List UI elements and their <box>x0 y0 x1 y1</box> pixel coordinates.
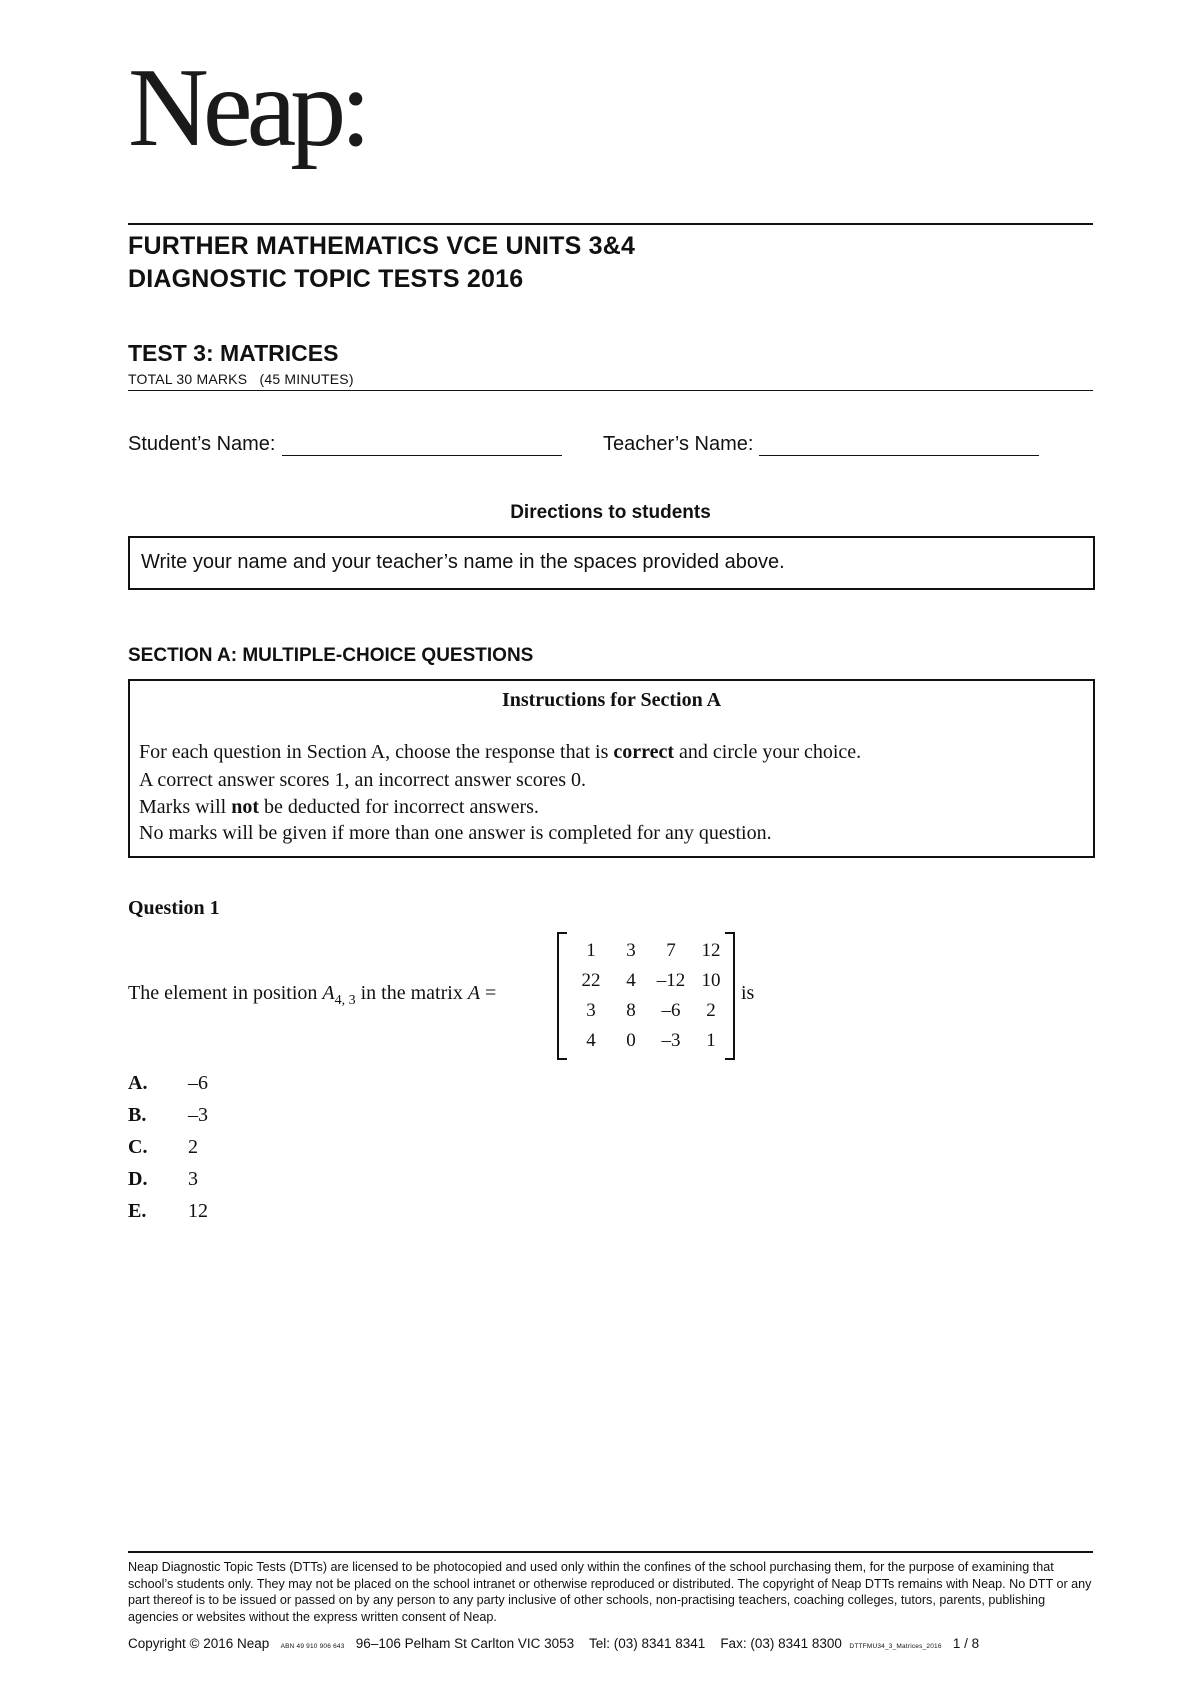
option-value[interactable]: 12 <box>188 1200 208 1222</box>
matrix-cell: 7 <box>666 940 676 961</box>
option-letter[interactable]: C. <box>128 1136 148 1158</box>
header-bottom-rule <box>128 390 1093 391</box>
instruction-line: A correct answer scores 1, an incorrect answer scores 0. <box>139 769 587 791</box>
matrix-cell: 4 <box>626 970 636 991</box>
matrix-cell: 3 <box>586 1000 596 1021</box>
doc-title-line2: DIAGNOSTIC TOPIC TESTS 2016 <box>128 265 524 293</box>
question-1-stem-suffix: is <box>741 982 755 1004</box>
abn-text: ABN 49 910 906 643 <box>280 1643 345 1650</box>
directions-title: Directions to students <box>510 502 711 523</box>
student-name-label: Student’s Name: <box>128 433 276 455</box>
student-name-field[interactable] <box>128 433 562 456</box>
tel-text: Tel: (03) 8341 8341 <box>588 1636 706 1651</box>
instructions-title: Instructions for Section A <box>501 689 722 711</box>
matrix-cell: –6 <box>661 1000 681 1021</box>
option-value[interactable]: 2 <box>188 1136 198 1158</box>
teacher-name-field[interactable] <box>603 433 1039 456</box>
doc-code-text: DTTFMU34_3_Matrices_2016 <box>849 1643 942 1650</box>
option-letter[interactable]: B. <box>128 1104 147 1126</box>
teacher-name-label: Teacher’s Name: <box>603 433 754 455</box>
instruction-line: No marks will be given if more than one answer is completed for any question. <box>139 822 772 844</box>
directions-box <box>128 536 1095 590</box>
matrix-cell: 0 <box>626 1030 636 1051</box>
student-name-line[interactable] <box>282 435 562 456</box>
matrix-cell: 2 <box>706 1000 716 1021</box>
matrix-cell: 4 <box>586 1030 596 1051</box>
matrix-cell: 8 <box>626 1000 636 1021</box>
instruction-line: For each question in Section A, choose the response that is correct and circle your choice. <box>139 741 862 763</box>
matrix-cell: 10 <box>701 970 721 991</box>
page-number: 1 / 8 <box>952 1636 980 1651</box>
teacher-name-line[interactable] <box>759 435 1039 456</box>
footer-legal-notice: Neap Diagnostic Topic Tests (DTTs) are licensed to be photocopied and used only within the confines of the school purchasing them, for the purpose of examining that school’s students only. They may not be placed on the school intranet or otherwise reproduced or distributed. The copyright of Neap DTTs remains with Neap. No DTT or any part thereof is to be issued or passed on by any person to any party inclusive of other schools, non-practising teachers, coaching colleges, tutors, parents, publishing agencies or websites without the express written consent of Neap. <box>128 1560 1092 1624</box>
option-letter[interactable]: D. <box>128 1168 148 1190</box>
neap-logo: Neap: <box>128 46 366 170</box>
option-value[interactable]: –6 <box>188 1072 208 1094</box>
matrix-cell: 12 <box>701 940 721 961</box>
option-value[interactable]: 3 <box>188 1168 198 1190</box>
question-1-title: Question 1 <box>128 897 220 919</box>
footer-rule <box>128 1551 1093 1553</box>
footer-copyright-line <box>128 1636 1093 1651</box>
test-title: TEST 3: MATRICES <box>128 340 339 366</box>
option-value[interactable]: –3 <box>188 1104 208 1126</box>
section-a-title: SECTION A: MULTIPLE-CHOICE QUESTIONS <box>128 645 534 666</box>
copyright-text: Copyright © 2016 Neap <box>128 1636 270 1651</box>
matrix-a <box>557 932 735 1058</box>
directions-text: Write your name and your teacher’s name in the spaces provided above. <box>141 551 785 573</box>
header-top-rule <box>128 223 1093 225</box>
option-letter[interactable]: E. <box>128 1200 147 1222</box>
matrix-cell: 1 <box>586 940 596 961</box>
matrix-cell: 3 <box>626 940 636 961</box>
matrix-cell: 22 <box>581 970 601 991</box>
test-subtitle: TOTAL 30 MARKS (45 MINUTES) <box>128 371 354 387</box>
instruction-line: Marks will not be deducted for incorrect answers. <box>139 796 539 818</box>
matrix-cell: –12 <box>656 970 686 991</box>
option-letter[interactable]: A. <box>128 1072 148 1094</box>
matrix-cell: –3 <box>661 1030 681 1051</box>
matrix-left-bracket <box>557 932 567 1060</box>
section-a-instructions-box <box>128 679 1095 858</box>
question-1-stem: The element in position $A_{4, 3}$ in the matrix A = <box>128 982 497 1008</box>
fax-text: Fax: (03) 8341 8300 <box>720 1636 842 1651</box>
matrix-cell: 1 <box>706 1030 716 1051</box>
doc-title-line1: FURTHER MATHEMATICS VCE UNITS 3&4 <box>128 232 636 260</box>
address-text: 96–106 Pelham St Carlton VIC 3053 <box>355 1636 575 1651</box>
